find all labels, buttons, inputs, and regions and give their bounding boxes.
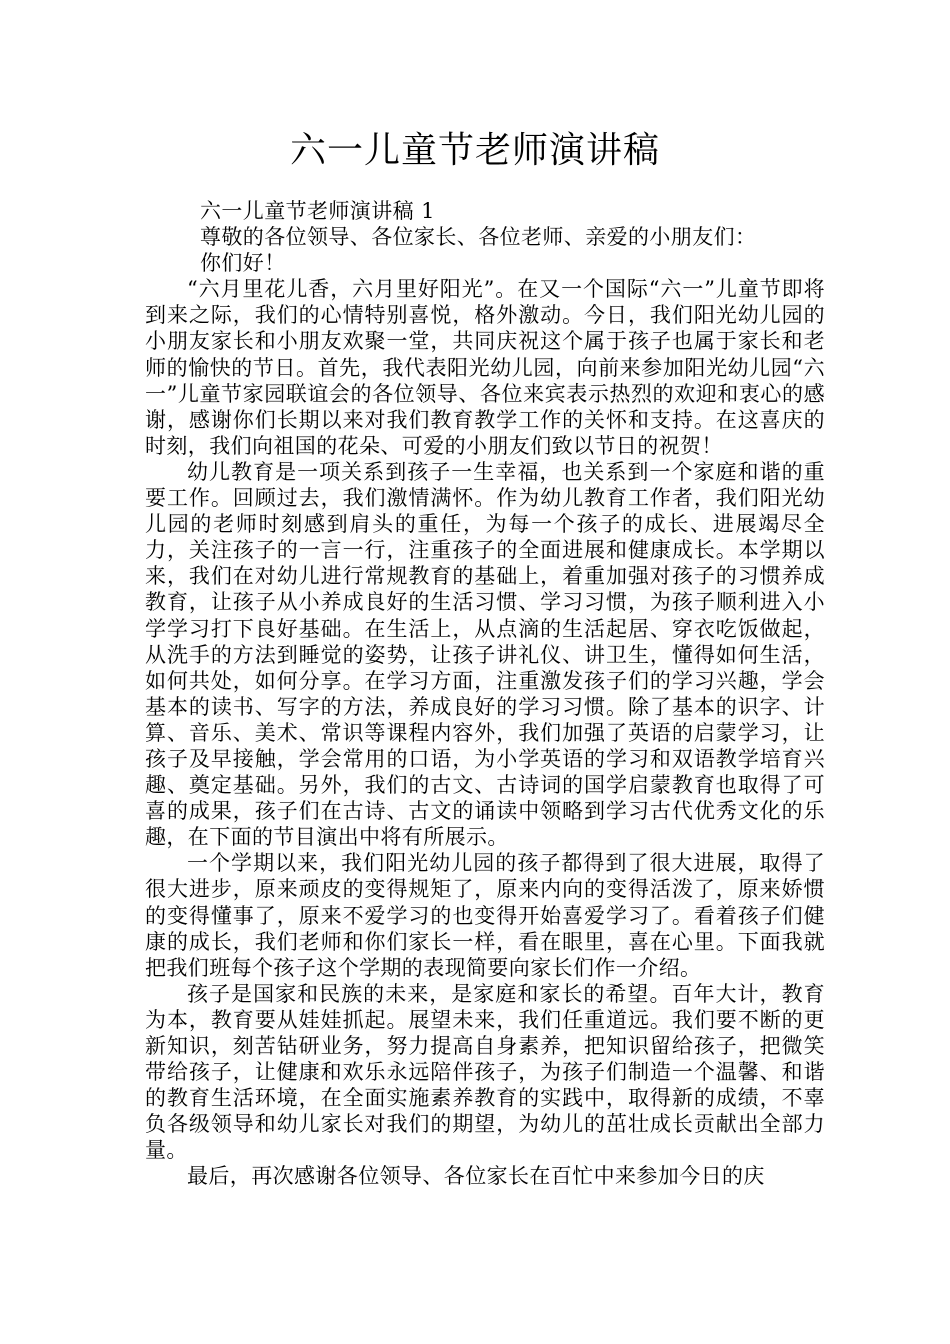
document-subtitle: 六一儿童节老师演讲稿 1 xyxy=(200,199,435,223)
greeting: 你们好！ xyxy=(200,251,286,276)
salutation: 尊敬的各位领导、各位家长、各位老师、亲爱的小朋友们： xyxy=(200,225,757,250)
paragraph-3: 一个学期以来，我们阳光幼儿园的孩子都得到了很大进展，取得了很大进步，原来顽皮的变得规矩了，原来内向的变得活泼了，原来娇惯的变得懂事了，原来不爱学习的也变得开始喜爱学习了。看着孩子们健康的成长，我们老师和你们家长一样，看在眼里，喜在心里。下面我就把我们班每个孩子这个学期的表现简要向家长们作一介绍。 xyxy=(145,851,825,980)
paragraph-4: 孩子是国家和民族的未来，是家庭和家长的希望。百年大计，教育为本，教育要从娃娃抓起。展望未来，我们任重道远。我们要不断的更新知识，刻苦钻研业务，努力提高自身素养，把知识留给孩子，把微笑带给孩子，让健康和欢乐永远陪伴孩子，为孩子们制造一个温馨、和谐的教育生活环境，在全面实施素养教育的实践中，取得新的成绩，不辜负各级领导和幼儿家长对我们的期望，为幼儿的茁壮成长贡献出全部力量。 xyxy=(145,981,825,1163)
document-title: 六一儿童节老师演讲稿 xyxy=(289,130,660,171)
document-body xyxy=(145,198,825,1190)
paragraph-2: 幼儿教育是一项关系到孩子一生幸福，也关系到一个家庭和谐的重要工作。回顾过去，我们激情满怀。作为幼儿教育工作者，我们阳光幼儿园的老师时刻感到肩头的重任，为每一个孩子的成长、进展竭尽全力，关注孩子的一言一行，注重孩子的全面进展和健康成长。本学期以来，我们在对幼儿进行常规教育的基础上，着重加强对孩子的习惯养成教育，让孩子从小养成良好的生活习惯、学习习惯，为孩子顺利进入小学学习打下良好基础。在生活上，从点滴的生活起居、穿衣吃饭做起，从洗手的方法到睡觉的姿势，让孩子讲礼仪、讲卫生，懂得如何生活，如何共处，如何分享。在学习方面，注重激发孩子们的学习兴趣，学会基本的读书、写字的方法，养成良好的学习习惯。除了基本的识字、计算、音乐、美术、常识等课程内容外，我们加强了英语的启蒙学习，让孩子及早接触，学会常用的口语，为小学英语的学习和双语教学培育兴趣、奠定基础。另外，我们的古文、古诗词的国学启蒙教育也取得了可喜的成果，孩子们在古诗、古文的诵读中领略到学习古代优秀文化的乐趣，在下面的节目演出中将有所展示。 xyxy=(145,459,825,850)
paragraph-5: 最后，再次感谢各位领导、各位家长在百忙中来参加今日的庆 xyxy=(187,1164,765,1189)
paragraph-1: “六月里花儿香，六月里好阳光”。在又一个国际“六一”儿童节即将到来之际，我们的心情特别喜悦，格外激动。今日，我们阳光幼儿园的小朋友家长和小朋友欢聚一堂，共同庆祝这个属于孩子也属于家长和老师的愉快的节日。首先，我代表阳光幼儿园，向前来参加阳光幼儿园“六一”儿童节家园联谊会的各位领导、各位来宾表示热烈的欢迎和衷心的感谢，感谢你们长期以来对我们教育教学工作的关怀和支持。在这喜庆的时刻，我们向祖国的花朵、可爱的小朋友们致以节日的祝贺！ xyxy=(145,277,825,458)
